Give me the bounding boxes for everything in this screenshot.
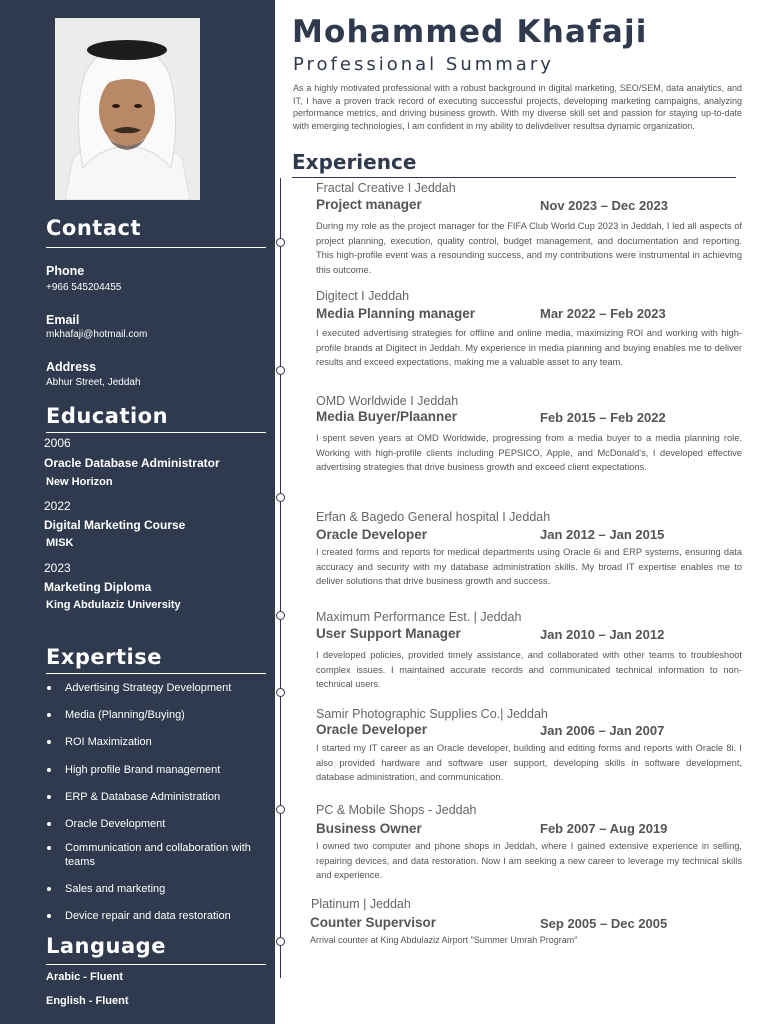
job-role: Oracle Developer — [316, 722, 428, 737]
job-company: Fractal Creative I Jeddah — [316, 181, 456, 195]
bullet-icon — [47, 822, 51, 826]
expertise-item: ROI Maximization — [65, 736, 152, 748]
bullet-icon — [47, 795, 51, 799]
job-description: I executed advertising strategies for offline and online media, maximizing ROI and working with high-profile brands at Digitect in Jeddah. My experience in media planning and buying enables me to deliver results and exceed expectations, making me a valuable asset to any team. — [316, 328, 742, 368]
expertise-item: Oracle Development — [65, 818, 166, 830]
profile-photo-image — [55, 18, 200, 200]
education-name: Marketing Diploma — [44, 580, 152, 594]
bullet-icon — [47, 887, 51, 891]
job-role: User Support Manager — [316, 626, 461, 641]
expertise-item: Media (Planning/Buying) — [65, 709, 185, 721]
timeline-dot-icon — [276, 611, 285, 620]
job-dates: Nov 2023 – Dec 2023 — [540, 198, 668, 213]
timeline-dot-icon — [276, 805, 285, 814]
job-dates: Jan 2012 – Jan 2015 — [540, 527, 665, 542]
language-item: Arabic - Fluent — [46, 971, 124, 983]
job-role: Business Owner — [316, 821, 422, 836]
expertise-divider — [46, 673, 266, 674]
job-role: Media Planning manager — [316, 306, 476, 321]
expertise-item: Communication and collaboration with teams — [65, 842, 251, 868]
expertise-item: High profile Brand management — [65, 764, 221, 776]
education-year: 2023 — [44, 561, 71, 575]
candidate-name: Mohammed Khafaji — [292, 14, 648, 50]
language-item: English - Fluent — [46, 995, 129, 1007]
job-description: Arrival counter at King Abdulaziz Airport "Summer Umrah Program" — [310, 935, 578, 945]
address-label: Address — [46, 360, 97, 374]
sidebar — [0, 0, 275, 1024]
experience-heading: Experience — [292, 150, 417, 174]
profile-photo — [55, 18, 200, 200]
bullet-icon — [47, 914, 51, 918]
bullet-icon — [47, 740, 51, 744]
summary-text: As a highly motivated professional with a robust background in digital marketing, SEO/SEM, data analytics, and IT, I have a proven track record of executing successful projects, developing marketing campaigns, analyzing performance metrics, and driving business growth. With my diverse skill set and passion for staying up-to-date with emerging technologies, I am confident in my ability to delivdeliver resultsa dynamic organization. — [293, 83, 742, 131]
language-heading: Language — [46, 934, 166, 958]
job-company: Platinum | Jeddah — [311, 897, 411, 911]
contact-divider — [46, 247, 266, 248]
job-role: Oracle Developer — [316, 527, 428, 542]
job-dates: Sep 2005 – Dec 2005 — [540, 916, 668, 931]
job-description: I owned two computer and phone shops in Jeddah, where I gained extensive experience in selling, repairing devices, and data restoration. Now I am seeking a new career to leverage my technical skills and experience. — [316, 841, 742, 881]
education-org: King Abdulaziz University — [46, 599, 181, 611]
expertise-item: Device repair and data restoration — [65, 910, 231, 922]
email-label: Email — [46, 313, 80, 327]
job-company: Samir Photographic Supplies Co.| Jeddah — [316, 707, 548, 721]
expertise-heading: Expertise — [46, 645, 163, 669]
job-description: During my role as the project manager for the FIFA Club World Cup 2023 in Jeddah, I led all aspects of project planning, execution, quality control, budget management, and documentation and reporting. This high-profile event was a resounding success, and my contributions were instrumental in achieving this outcome. — [316, 221, 742, 275]
timeline-dot-icon — [276, 688, 285, 697]
phone-label: Phone — [46, 264, 85, 278]
expertise-item: Advertising Strategy Development — [65, 682, 232, 694]
experience-divider — [292, 177, 736, 178]
timeline-dot-icon — [276, 238, 285, 247]
job-role: Counter Supervisor — [310, 915, 437, 930]
job-company: Digitect I Jeddah — [316, 289, 410, 303]
summary-heading: Professional Summary — [293, 54, 554, 75]
job-dates: Feb 2015 – Feb 2022 — [540, 410, 666, 425]
job-company: Maximum Performance Est. | Jeddah — [316, 610, 522, 624]
job-company: OMD Worldwide I Jeddah — [316, 394, 459, 408]
bullet-icon — [47, 686, 51, 690]
education-year: 2022 — [44, 499, 71, 513]
job-company: Erfan & Bagedo General hospital I Jeddah — [316, 510, 551, 524]
education-divider — [46, 432, 266, 433]
email-value: mkhafaji@hotmail.com — [46, 329, 148, 340]
job-role: Media Buyer/Plaanner — [316, 409, 458, 424]
timeline-dot-icon — [276, 366, 285, 375]
phone-value: +966 545204455 — [46, 282, 122, 293]
timeline-dot-icon — [276, 493, 285, 502]
education-org: New Horizon — [46, 476, 113, 488]
bullet-icon — [47, 713, 51, 717]
job-description: I developed policies, provided timely assistance, and collaborated with other teams to troubleshoot complex issues. I maintained accurate records and communicated technical information to non-technical users. — [316, 650, 742, 690]
education-year: 2006 — [44, 436, 71, 450]
education-name: Oracle Database Administrator — [44, 456, 220, 470]
bullet-icon — [47, 768, 51, 772]
job-company: PC & Mobile Shops - Jeddah — [316, 803, 477, 817]
language-divider — [46, 964, 266, 965]
education-heading: Education — [46, 404, 169, 428]
education-name: Digital Marketing Course — [44, 518, 186, 532]
job-dates: Jan 2010 – Jan 2012 — [540, 627, 665, 642]
job-dates: Mar 2022 – Feb 2023 — [540, 306, 666, 321]
education-org: MISK — [46, 537, 74, 549]
timeline-dot-icon — [276, 937, 285, 946]
timeline-line — [280, 178, 281, 978]
address-value: Abhur Street, Jeddah — [46, 377, 141, 388]
job-role: Project manager — [316, 197, 422, 212]
contact-heading: Contact — [46, 216, 141, 240]
expertise-item: ERP & Database Administration — [65, 791, 221, 803]
job-description: I started my IT career as an Oracle developer, building and editing forms and reports with Oracle 8i. I also provided hardware and software user support, developing skills in software development, database administration, and communication. — [316, 743, 742, 783]
bullet-icon — [47, 846, 51, 850]
job-dates: Feb 2007 – Aug 2019 — [540, 821, 668, 836]
job-dates: Jan 2006 – Jan 2007 — [540, 723, 665, 738]
job-description: I created forms and reports for medical departments using Oracle 6i and ERP systems, ensuring data accuracy and security with my database administration skills. My broad IT expertise enables me to deliver solutions that drive business growth and success. — [316, 547, 742, 587]
expertise-item: Sales and marketing — [65, 883, 166, 895]
job-description: I spent seven years at OMD Worldwide, progressing from a media buyer to a media planning role. Working with high-profile clients including PEPSICO, Apple, and McDonald's, I developed effective advertising strategies that drive business growth and exceed client expectations. — [316, 433, 742, 473]
